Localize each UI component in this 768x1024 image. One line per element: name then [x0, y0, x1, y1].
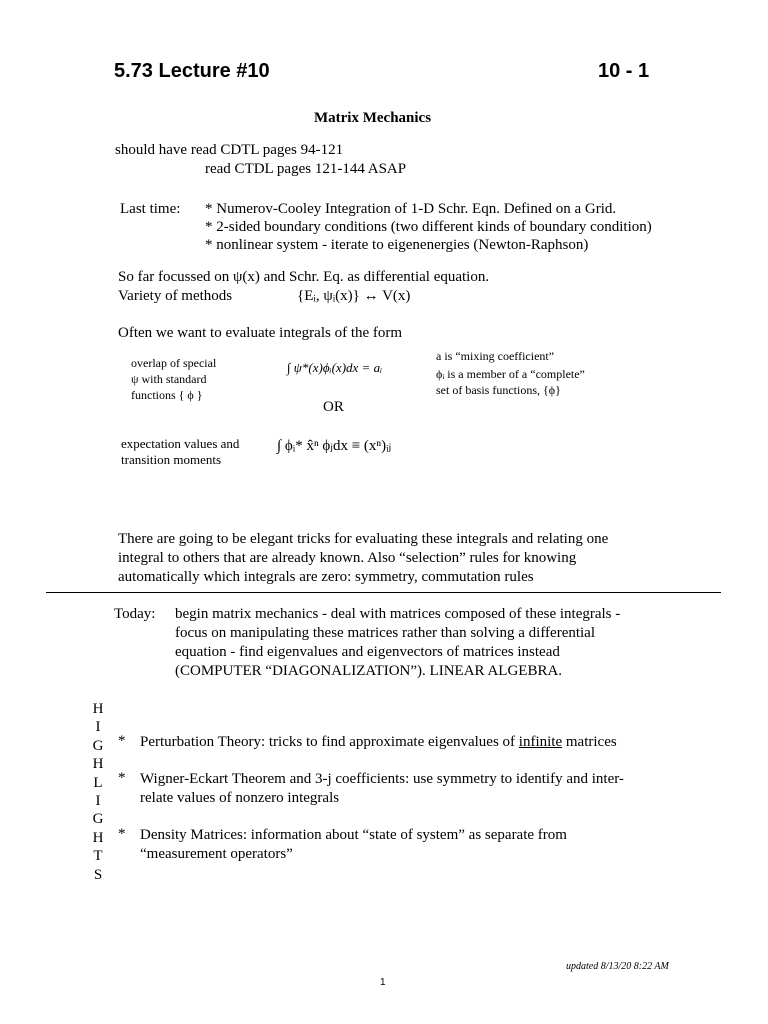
- tricks-line-1: There are going to be elegant tricks for evaluating these integrals and relating one: [118, 531, 609, 547]
- bullet-density-1: Density Matrices: information about “state of system” as separate from: [140, 827, 567, 843]
- bullet-density-2: “measurement operators”: [140, 846, 293, 862]
- last-time-label: Last time:: [120, 201, 181, 217]
- page-label: 10 - 1: [598, 60, 650, 82]
- today-line-1: begin matrix mechanics - deal with matrices composed of these integrals -: [175, 606, 621, 622]
- last-time-item-3: * nonlinear system - iterate to eigenenergies (Newton-Raphson): [205, 237, 589, 253]
- last-time-item-1: * Numerov-Cooley Integration of 1-D Schr. Eqn. Defined on a Grid.: [205, 201, 617, 217]
- doc-title: Matrix Mechanics: [314, 110, 432, 126]
- tricks-line-3: automatically which integrals are zero: symmetry, commutation rules: [118, 569, 534, 585]
- or-label: OR: [323, 399, 344, 415]
- expectation-integral: ∫ ϕᵢ* x̂ⁿ ϕⱼdx ≡ (xⁿ)ᵢⱼ: [277, 438, 392, 454]
- updated-timestamp: updated 8/13/20 8:22 AM: [566, 961, 669, 972]
- overlap-label-1: overlap of special: [131, 356, 217, 370]
- overlap-integral: ∫ ψ*(x)ϕᵢ(x)dx = aᵢ: [287, 360, 383, 375]
- today-line-4: (COMPUTER “DIAGONALIZATION”). LINEAR ALGEBRA.: [175, 663, 563, 679]
- overlap-label-3: functions { ϕ }: [131, 388, 203, 402]
- section-divider: [46, 592, 721, 593]
- overlap-label-2: ψ with standard: [131, 372, 207, 386]
- note-basis: set of basis functions, {ϕ}: [436, 383, 561, 397]
- highlights-letter: G: [92, 737, 104, 754]
- bullet-perturbation: Perturbation Theory: tricks to find approximate eigenvalues of infinite matrices: [140, 734, 617, 750]
- bullet-wigner-2: relate values of nonzero integrals: [140, 790, 340, 806]
- today-line-2: focus on manipulating these matrices rather than solving a differential: [175, 625, 596, 641]
- page-number: 1: [380, 977, 386, 988]
- note-mixing: a is “mixing coefficient”: [436, 349, 555, 363]
- expect-label-2: transition moments: [121, 452, 222, 467]
- today-line-3: equation - find eigenvalues and eigenvectors of matrices instead: [175, 644, 560, 660]
- highlights-letter: I: [95, 793, 101, 810]
- last-time-item-2: * 2-sided boundary conditions (two different kinds of boundary condition): [205, 219, 652, 235]
- highlights-letter: L: [93, 774, 103, 791]
- highlights-letter: G: [92, 811, 104, 828]
- highlights-letter: H: [92, 829, 104, 846]
- bullet-star-3: *: [118, 826, 126, 842]
- reading-line-2: read CTDL pages 121-144 ASAP: [205, 161, 407, 177]
- reading-line-1: should have read CDTL pages 94-121: [115, 142, 344, 158]
- tricks-line-2: integral to others that are already known. Also “selection” rules for knowing: [118, 550, 577, 566]
- highlights-letter: S: [93, 866, 103, 883]
- note-complete: ϕᵢ is a member of a “complete”: [436, 367, 585, 381]
- expect-label-1: expectation values and: [121, 436, 240, 451]
- course-title: 5.73 Lecture #10: [114, 60, 270, 82]
- bullet-star-2: *: [118, 770, 126, 786]
- highlights-letter: I: [95, 719, 101, 736]
- variety-label: Variety of methods: [118, 288, 233, 304]
- highlights-letter: T: [93, 848, 103, 865]
- highlights-letter: H: [92, 756, 104, 773]
- often-line: Often we want to evaluate integrals of the form: [118, 325, 403, 341]
- highlights-vertical: [88, 700, 108, 884]
- bullet-star-1: *: [118, 733, 126, 749]
- variety-expression: {Eᵢ, ψᵢ(x)} ↔ V(x): [297, 288, 411, 304]
- bullet-wigner-1: Wigner-Eckart Theorem and 3-j coefficients: use symmetry to identify and inter-: [140, 771, 624, 787]
- highlights-letter: H: [92, 701, 104, 717]
- today-label: Today:: [114, 606, 156, 622]
- so-far-line: So far focussed on ψ(x) and Schr. Eq. as differential equation.: [118, 269, 490, 285]
